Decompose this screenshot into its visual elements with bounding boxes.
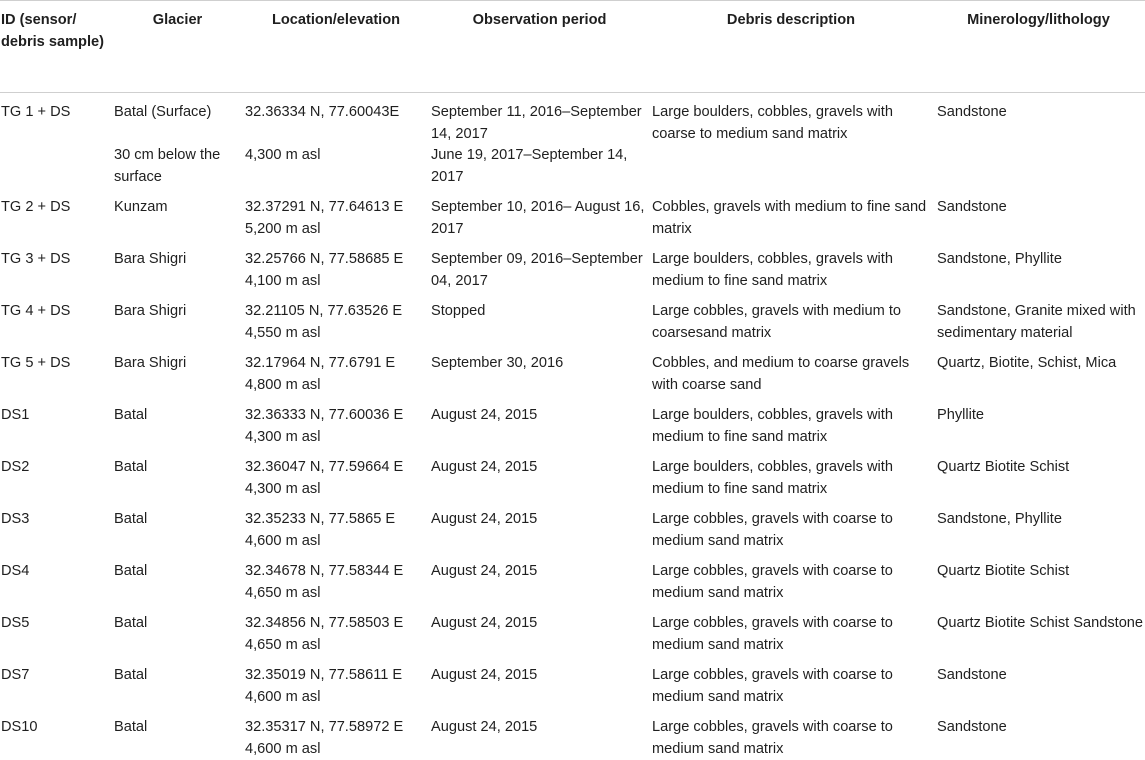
- table-row: [0, 145, 1145, 188]
- cell-debris: Large cobbles, gravels with medium to coarsesand matrix: [650, 292, 932, 344]
- cell-mineralogy: Sandstone, Granite mixed with sedimentary material: [932, 292, 1145, 344]
- cell-id: DS5: [0, 604, 112, 656]
- cell-mineralogy: Sandstone: [932, 656, 1145, 708]
- cell-location: 32.34678 N, 77.58344 E 4,650 m asl: [243, 552, 429, 604]
- header-id: ID (sensor/ debris sample): [0, 1, 112, 93]
- cell-location: 32.34856 N, 77.58503 E 4,650 m asl: [243, 604, 429, 656]
- cell-id: TG 2 + DS: [0, 188, 112, 240]
- cell-period: August 24, 2015: [429, 500, 650, 552]
- header-period: Observation period: [429, 1, 650, 93]
- table-row: [0, 448, 1145, 500]
- table-header: [0, 1, 1145, 93]
- cell-id: DS1: [0, 396, 112, 448]
- cell-mineralogy: Sandstone, Phyllite: [932, 500, 1145, 552]
- cell-id: DS2: [0, 448, 112, 500]
- header-location: Location/elevation: [243, 1, 429, 93]
- cell-glacier: Batal: [112, 656, 243, 708]
- cell-mineralogy: Sandstone: [932, 708, 1145, 760]
- cell-mineralogy: Sandstone, Phyllite: [932, 240, 1145, 292]
- table-row: [0, 292, 1145, 344]
- cell-id: [0, 145, 112, 188]
- cell-id: TG 4 + DS: [0, 292, 112, 344]
- table-row: [0, 240, 1145, 292]
- cell-period: September 30, 2016: [429, 344, 650, 396]
- header-mineralogy: Minerology/lithology: [932, 1, 1145, 93]
- cell-location: 32.35019 N, 77.58611 E 4,600 m asl: [243, 656, 429, 708]
- cell-debris: Large boulders, cobbles, gravels with medium to fine sand matrix: [650, 448, 932, 500]
- cell-glacier: Kunzam: [112, 188, 243, 240]
- cell-debris: [650, 145, 932, 188]
- cell-period: September 11, 2016–September 14, 2017: [429, 93, 650, 146]
- cell-period: August 24, 2015: [429, 708, 650, 760]
- cell-glacier: Batal: [112, 708, 243, 760]
- cell-glacier: Batal: [112, 552, 243, 604]
- cell-location: 32.36334 N, 77.60043E: [243, 93, 429, 146]
- cell-glacier: Bara Shigri: [112, 240, 243, 292]
- table-row: [0, 500, 1145, 552]
- cell-period: August 24, 2015: [429, 396, 650, 448]
- table-row: [0, 604, 1145, 656]
- cell-debris: Large cobbles, gravels with coarse to medium sand matrix: [650, 500, 932, 552]
- cell-id: DS10: [0, 708, 112, 760]
- cell-period: August 24, 2015: [429, 656, 650, 708]
- cell-debris: Large cobbles, gravels with coarse to medium sand matrix: [650, 656, 932, 708]
- cell-id: TG 3 + DS: [0, 240, 112, 292]
- cell-period: Stopped: [429, 292, 650, 344]
- cell-period: August 24, 2015: [429, 604, 650, 656]
- cell-debris: Large boulders, cobbles, gravels with medium to fine sand matrix: [650, 240, 932, 292]
- cell-period: June 19, 2017–September 14, 2017: [429, 145, 650, 188]
- header-debris: Debris description: [650, 1, 932, 93]
- cell-id: DS3: [0, 500, 112, 552]
- cell-period: August 24, 2015: [429, 552, 650, 604]
- cell-debris: Large cobbles, gravels with coarse to medium sand matrix: [650, 604, 932, 656]
- cell-glacier: Bara Shigri: [112, 344, 243, 396]
- cell-location: 32.35317 N, 77.58972 E 4,600 m asl: [243, 708, 429, 760]
- cell-mineralogy: Sandstone: [932, 93, 1145, 146]
- cell-glacier: Batal: [112, 500, 243, 552]
- cell-glacier: 30 cm below the surface: [112, 145, 243, 188]
- cell-mineralogy: Sandstone: [932, 188, 1145, 240]
- cell-period: August 24, 2015: [429, 448, 650, 500]
- table-row: [0, 708, 1145, 760]
- cell-mineralogy: Quartz Biotite Schist: [932, 552, 1145, 604]
- cell-debris: Large cobbles, gravels with coarse to medium sand matrix: [650, 708, 932, 760]
- header-glacier: Glacier: [112, 1, 243, 93]
- cell-id: TG 5 + DS: [0, 344, 112, 396]
- cell-location: 32.36047 N, 77.59664 E 4,300 m asl: [243, 448, 429, 500]
- cell-glacier: Batal (Surface): [112, 93, 243, 146]
- table-row: [0, 552, 1145, 604]
- table-row: [0, 344, 1145, 396]
- cell-id: DS7: [0, 656, 112, 708]
- cell-location: 32.36333 N, 77.60036 E 4,300 m asl: [243, 396, 429, 448]
- cell-period: September 10, 2016– August 16, 2017: [429, 188, 650, 240]
- header-row: [0, 1, 1145, 93]
- table-row: [0, 396, 1145, 448]
- cell-debris: Cobbles, gravels with medium to fine sand matrix: [650, 188, 932, 240]
- cell-debris: Cobbles, and medium to coarse gravels with coarse sand: [650, 344, 932, 396]
- cell-id: TG 1 + DS: [0, 93, 112, 146]
- cell-glacier: Bara Shigri: [112, 292, 243, 344]
- cell-location: 4,300 m asl: [243, 145, 429, 188]
- cell-mineralogy: [932, 145, 1145, 188]
- table-body: [0, 93, 1145, 760]
- table-row: [0, 93, 1145, 146]
- table-row: [0, 656, 1145, 708]
- cell-mineralogy: Quartz Biotite Schist Sandstone: [932, 604, 1145, 656]
- cell-location: 32.17964 N, 77.6791 E 4,800 m asl: [243, 344, 429, 396]
- cell-location: 32.21105 N, 77.63526 E 4,550 m asl: [243, 292, 429, 344]
- cell-location: 32.37291 N, 77.64613 E 5,200 m asl: [243, 188, 429, 240]
- cell-debris: Large cobbles, gravels with coarse to medium sand matrix: [650, 552, 932, 604]
- cell-id: DS4: [0, 552, 112, 604]
- cell-mineralogy: Quartz Biotite Schist: [932, 448, 1145, 500]
- cell-debris: Large boulders, cobbles, gravels with medium to fine sand matrix: [650, 396, 932, 448]
- cell-mineralogy: Phyllite: [932, 396, 1145, 448]
- cell-glacier: Batal: [112, 396, 243, 448]
- cell-debris: Large boulders, cobbles, gravels with coarse to medium sand matrix: [650, 93, 932, 146]
- cell-glacier: Batal: [112, 604, 243, 656]
- cell-glacier: Batal: [112, 448, 243, 500]
- cell-location: 32.35233 N, 77.5865 E 4,600 m asl: [243, 500, 429, 552]
- cell-location: 32.25766 N, 77.58685 E 4,100 m asl: [243, 240, 429, 292]
- table-row: [0, 188, 1145, 240]
- cell-mineralogy: Quartz, Biotite, Schist, Mica: [932, 344, 1145, 396]
- cell-period: September 09, 2016–September 04, 2017: [429, 240, 650, 292]
